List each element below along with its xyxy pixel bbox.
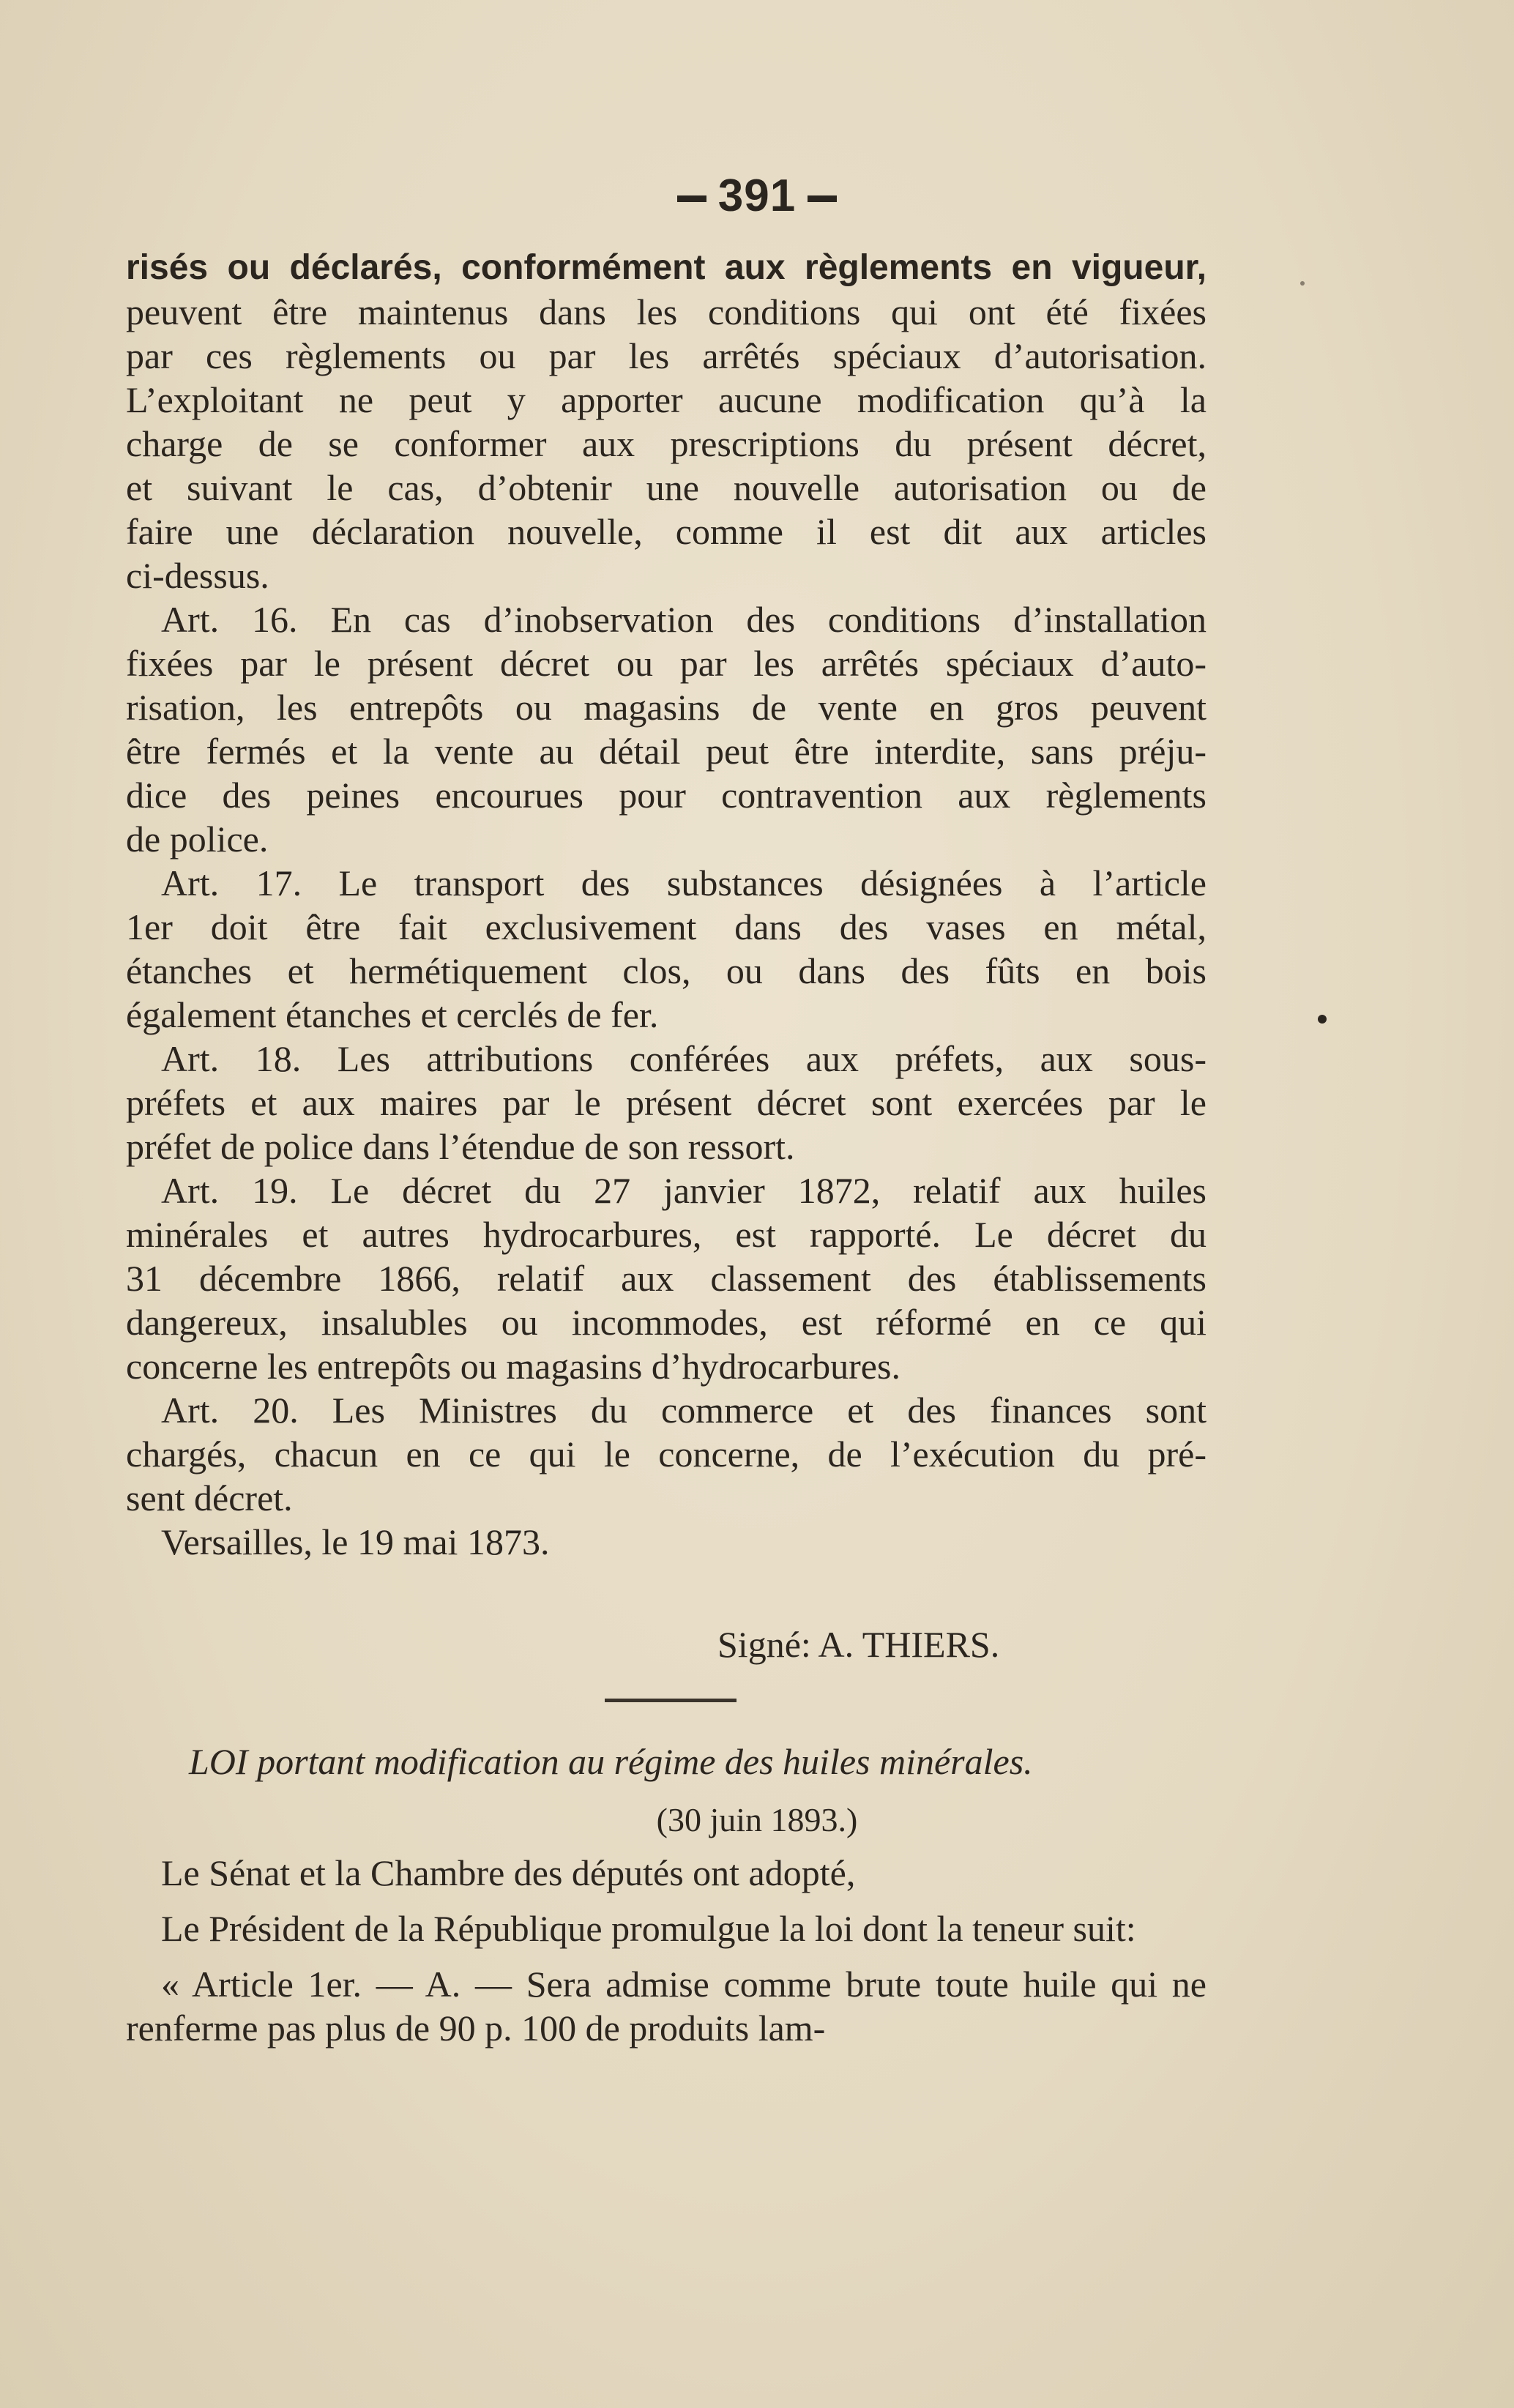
text-line: 31 décembre 1866, relatif aux classement des établissements bbox=[126, 1258, 1207, 1299]
text-line: par ces règlements ou par les arrêtés spéciaux d’autorisation. bbox=[126, 335, 1207, 376]
law-title: LOI portant modification au régime des huiles minérales. bbox=[189, 1741, 1033, 1782]
text-line: Art. 20. Les Ministres du commerce et des finances sont bbox=[161, 1390, 1207, 1431]
text-line: être fermés et la vente au détail peut être interdite, sans préju- bbox=[126, 731, 1207, 772]
ink-spot bbox=[1318, 1015, 1327, 1024]
text-line: charge de se conformer aux prescriptions du présent décret, bbox=[126, 423, 1207, 464]
text-line: 1er doit être fait exclusivement dans des vases en métal, bbox=[126, 906, 1207, 947]
text-line: risés ou déclarés, conformément aux règlements en vigueur, bbox=[126, 248, 1207, 287]
law-paragraph-3: « Article 1er. — A. — Sera admise comme brute toute huile qui ne renferme pas plus de 90 p. 100 de produits lam- bbox=[126, 1964, 1207, 2049]
text-line: de police. bbox=[126, 819, 269, 860]
text-line: dangereux, insalubles ou incommodes, est réformé en ce qui bbox=[126, 1302, 1207, 1343]
text-line: dice des peines encourues pour contravention aux règlements bbox=[126, 775, 1207, 816]
page-number-dash-left bbox=[677, 195, 706, 202]
law-text bbox=[126, 1851, 1207, 2062]
page-number-dash-right bbox=[808, 195, 837, 202]
body-text bbox=[126, 246, 1207, 1564]
text-line: chargés, chacun en ce qui le concerne, de l’exécution du pré- bbox=[126, 1434, 1207, 1475]
text-line: minérales et autres hydrocarbures, est rapporté. Le décret du bbox=[126, 1214, 1207, 1255]
text-line: et suivant le cas, d’obtenir une nouvelle autorisation ou de bbox=[126, 467, 1207, 508]
text-line: sent décret. bbox=[126, 1477, 293, 1518]
text-line: préfet de police dans l’étendue de son ressort. bbox=[126, 1126, 795, 1167]
text-line: faire une déclaration nouvelle, comme il est dit aux articles bbox=[126, 511, 1207, 552]
text-line: Art. 19. Le décret du 27 janvier 1872, relatif aux huiles bbox=[161, 1170, 1207, 1211]
page-number-value: 391 bbox=[717, 171, 797, 221]
text-line: peuvent être maintenus dans les conditions qui ont été fixées bbox=[126, 291, 1207, 332]
text-line: préfets et aux maires par le présent décret sont exercées par le bbox=[126, 1082, 1207, 1123]
text-line: risation, les entrepôts ou magasins de vente en gros peuvent bbox=[126, 687, 1207, 728]
text-line: Art. 18. Les attributions conférées aux préfets, aux sous- bbox=[161, 1038, 1207, 1079]
section-divider bbox=[605, 1699, 737, 1702]
law-paragraph-1: Le Sénat et la Chambre des députés ont adopté, bbox=[161, 1852, 856, 1893]
law-paragraph-2: Le Président de la République promulgue la loi dont la teneur suit: bbox=[161, 1908, 1136, 1949]
text-line: ci-dessus. bbox=[126, 555, 269, 596]
text-line: étanches et hermétiquement clos, ou dans des fûts en bois bbox=[126, 950, 1207, 991]
page-number bbox=[0, 170, 1514, 222]
text-line: concerne les entrepôts ou magasins d’hydrocarbures. bbox=[126, 1346, 900, 1387]
text-line: également étanches et cerclés de fer. bbox=[126, 994, 659, 1035]
signature: Signé: A. THIERS. bbox=[717, 1624, 1000, 1665]
ink-spot bbox=[1300, 281, 1305, 286]
text-line: fixées par le présent décret ou par les arrêtés spéciaux d’auto- bbox=[126, 643, 1207, 684]
law-date: (30 juin 1893.) bbox=[656, 1801, 858, 1838]
text-line: Versailles, le 19 mai 1873. bbox=[161, 1521, 550, 1562]
text-line: L’exploitant ne peut y apporter aucune modification qu’à la bbox=[126, 379, 1207, 420]
text-line: Art. 16. En cas d’inobservation des conditions d’installation bbox=[161, 599, 1207, 640]
text-line: Art. 17. Le transport des substances désignées à l’article bbox=[161, 862, 1207, 903]
